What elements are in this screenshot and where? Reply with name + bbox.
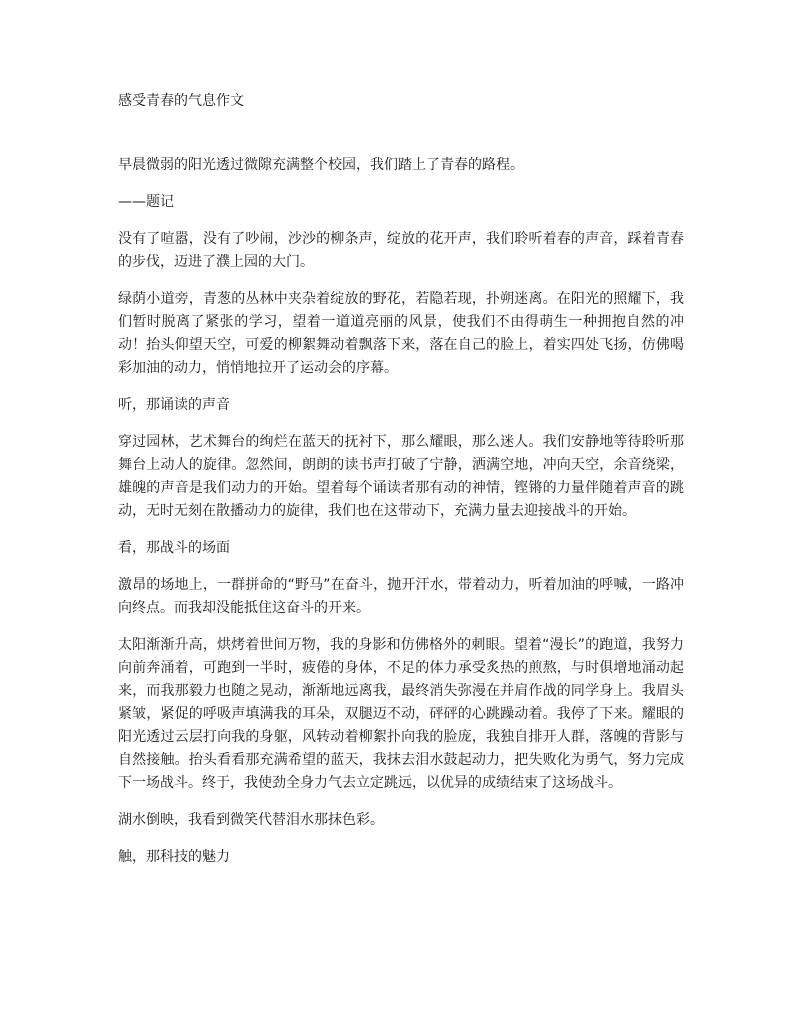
epigraph-attribution: ——题记 <box>118 194 174 210</box>
document-body <box>118 154 684 883</box>
section-heading: 看，那战斗的场面 <box>118 540 230 556</box>
body-paragraph: 激昂的场地上，一群拼命的“野马”在奋斗，抛开汗水，带着动力，听着加油的呼喊，一路冲向终点。而我却没能抵住这奋斗的开来。 <box>118 577 684 616</box>
section-heading: 听，那诵读的声音 <box>118 397 230 413</box>
epigraph-paragraph: 早晨微弱的阳光透过微隙充满整个校园，我们踏上了青春的路程。 <box>118 157 524 173</box>
body-paragraph: 湖水倒映，我看到微笑代替泪水那抹色彩。 <box>118 812 384 828</box>
document-title: 感受青春的气息作文 <box>118 93 244 109</box>
section-heading: 触，那科技的魅力 <box>118 849 230 865</box>
body-paragraph: 没有了喧嚣，没有了吵闹，沙沙的柳条声，绽放的花开声，我们聆听着春的声音，踩着青春的步伐，迈进了濮上园的大门。 <box>118 231 684 270</box>
body-paragraph: 绿荫小道旁，青葱的丛林中夹杂着绽放的野花，若隐若现，扑朔迷离。在阳光的照耀下，我们暂时脱离了紧张的学习，望着一道道亮丽的风景，使我们不由得萌生一种拥抱自然的冲动！抬头仰望天空，可爱的柳絮舞动着飘落下来，落在自己的脸上，着实四处飞扬，仿佛喝彩加油的动力，悄悄地拉开了运动会的序幕。 <box>118 291 684 376</box>
body-paragraph: 太阳渐渐升高，烘烤着世间万物，我的身影和仿佛格外的刺眼。望着“漫长”的跑道，我努力向前奔涌着，可跑到一半时，疲倦的身体，不足的体力承受炙热的煎熬，与时俱增地涌动起来，而我那毅力也随之晃动，渐渐地远离我，最终消失弥漫在并肩作战的同学身上。我眉头紧皱，紧促的呼吸声填满我的耳朵，双腿迈不动，砰砰的心跳躁动着。我停了下来。耀眼的阳光透过云层打向我的身躯，风转动着柳絮扑向我的脸庞，我独自排开人群，落魄的背影与自然接触。抬头看看那充满希望的蓝天，我抹去泪水鼓起动力，把失败化为勇气，努力完成下一场战斗。终于，我使劲全身力气去立定跳远，以优异的成绩结束了这场战斗。 <box>118 637 684 791</box>
body-paragraph: 穿过园林，艺术舞台的绚烂在蓝天的抚衬下，那么耀眼，那么迷人。我们安静地等待聆听那舞台上动人的旋律。忽然间，朗朗的读书声打破了宁静，洒满空地，冲向天空，余音绕梁，雄魄的声音是我们动力的开始。望着每个诵读者那有动的神情，铿锵的力量伴随着声音的跳动，无时无刻在散播动力的旋律，我们也在这带动下，充满力量去迎接战斗的开始。 <box>118 434 684 519</box>
